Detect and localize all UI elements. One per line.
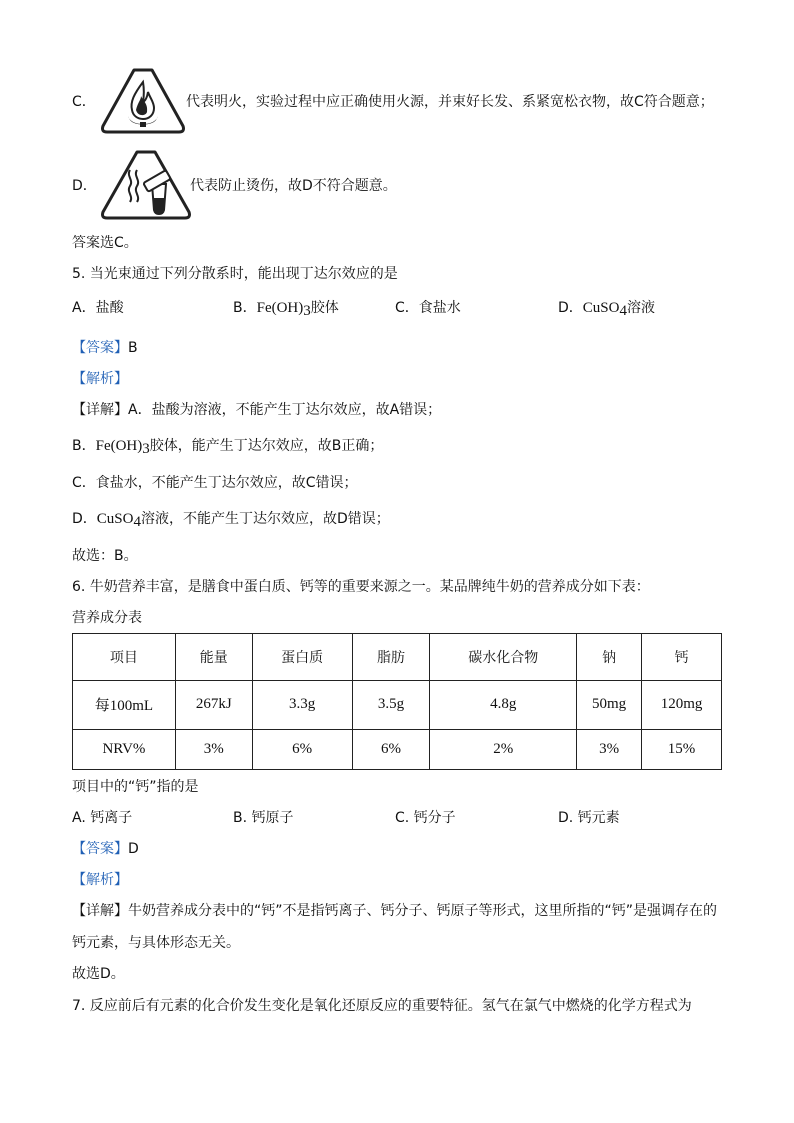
table-header-cell: 项目: [73, 634, 176, 681]
table-cell: 3.3g: [252, 680, 352, 729]
q6-analysis-tag: 【解析】: [72, 872, 128, 888]
q5-stem: 5. 当光束通过下列分散系时，能出现丁达尔效应的是: [72, 266, 398, 282]
q5-analysis-tag: 【解析】: [72, 371, 128, 387]
table-cell: 每100mL: [73, 680, 176, 729]
option-c-text: 代表明火，实验过程中应正确使用火源，并束好长发、系紧宽松衣物，故C符合题意；: [186, 94, 714, 110]
table-header-cell: 钙: [642, 634, 722, 681]
q5-conclusion: 故选：B。: [72, 548, 138, 564]
table-cell: 120mg: [642, 680, 722, 729]
table-header-row: [73, 634, 722, 681]
table-header-cell: 蛋白质: [252, 634, 352, 681]
table-cell: 3%: [577, 729, 642, 769]
q5-option-b: B．$Fe(OH)_3$胶体: [233, 300, 339, 319]
q5-answer: 【答案】B: [72, 340, 138, 356]
burn-hazard-warning-icon: [100, 148, 192, 222]
open-flame-warning-icon: [100, 66, 186, 136]
q6-answer: 【答案】D: [72, 841, 139, 857]
q6-option-d: D. 钙元素: [558, 810, 620, 826]
q7-stem: 7. 反应前后有元素的化合价发生变化是氧化还原反应的重要特征。氢气在氯气中燃烧的化学方程式为: [72, 998, 692, 1014]
table-cell: 6%: [352, 729, 430, 769]
table-cell: 267kJ: [175, 680, 252, 729]
q6-option-b: B. 钙原子: [233, 810, 294, 826]
q6-detail-line2: 钙元素，与具体形态无关。: [72, 935, 240, 951]
q6-detail-line1: 【详解】牛奶营养成分表中的“钙”不是指钙离子、钙分子、钙原子等形式，这里所指的“钙”是强调存在的: [72, 903, 718, 919]
answer-tag: 【答案】: [72, 340, 128, 356]
table-title: 营养成分表: [72, 610, 142, 626]
q6-option-a: A. 钙离子: [72, 810, 133, 826]
q5-option-a: A．盐酸: [72, 300, 124, 316]
q6-stem: 6. 牛奶营养丰富，是膳食中蛋白质、钙等的重要来源之一。某品牌纯牛奶的营养成分如下表：: [72, 579, 650, 595]
table-cell: 15%: [642, 729, 722, 769]
option-d-letter: D．: [72, 178, 97, 194]
table-header-cell: 钠: [577, 634, 642, 681]
answer-tag: 【答案】: [72, 841, 128, 857]
table-row: [73, 729, 722, 769]
q5-detail-c: C．食盐水，不能产生丁达尔效应，故C错误；: [72, 475, 358, 491]
table-cell: 50mg: [577, 680, 642, 729]
nutrition-table: [72, 633, 722, 770]
q5-detail-a: 【详解】A．盐酸为溶液，不能产生丁达尔效应，故A错误；: [72, 402, 442, 418]
previous-answer: 答案选C。: [72, 235, 138, 251]
option-c-letter: C．: [72, 94, 96, 110]
table-cell: 2%: [430, 729, 577, 769]
q5-detail-d: D．CuSO$_4$溶液，不能产生丁达尔效应，故D错误；: [72, 511, 390, 530]
table-cell: 3%: [175, 729, 252, 769]
table-cell: 4.8g: [430, 680, 577, 729]
option-d-text: 代表防止烫伤，故D不符合题意。: [190, 178, 397, 194]
table-header-cell: 能量: [175, 634, 252, 681]
table-cell: NRV%: [73, 729, 176, 769]
q5-option-d: D．CuSO$_4$溶液: [558, 300, 655, 319]
table-cell: 6%: [252, 729, 352, 769]
table-header-cell: 碳水化合物: [430, 634, 577, 681]
table-header-cell: 脂肪: [352, 634, 430, 681]
q5-detail-b: B．$Fe(OH)_3$胶体，能产生丁达尔效应，故B正确；: [72, 438, 384, 457]
q6-question: 项目中的“钙”指的是: [72, 779, 199, 795]
q6-conclusion: 故选D。: [72, 966, 125, 982]
table-row: [73, 680, 722, 729]
q6-option-c: C. 钙分子: [395, 810, 456, 826]
table-cell: 3.5g: [352, 680, 430, 729]
q5-option-c: C．食盐水: [395, 300, 461, 316]
